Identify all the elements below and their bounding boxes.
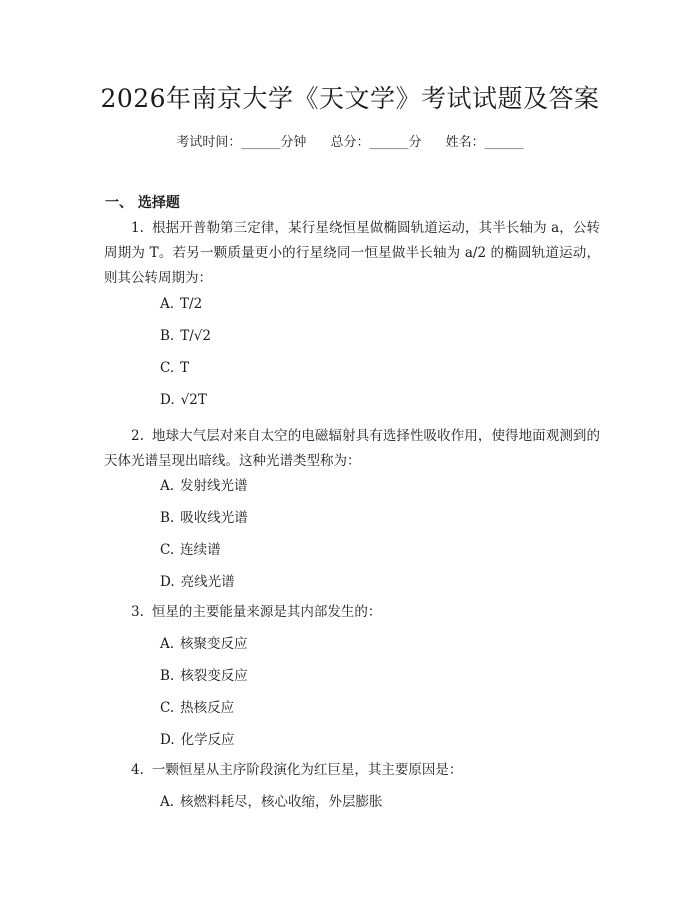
option-label: B. <box>160 668 175 684</box>
option-label: A. <box>160 636 175 652</box>
option-label: D. <box>160 392 175 408</box>
option-4a <box>160 792 383 812</box>
option-text: 热核反应 <box>180 700 235 716</box>
question-1 <box>104 216 600 291</box>
option-2d <box>160 572 235 592</box>
option-label: A. <box>160 478 175 494</box>
total-score-field: 总分：______分 <box>330 135 422 150</box>
option-label: C. <box>160 700 175 716</box>
option-text: 核燃料耗尽，核心收缩，外层膨胀 <box>180 794 383 810</box>
option-text: 核裂变反应 <box>180 668 248 684</box>
option-text: 发射线光谱 <box>180 478 248 494</box>
option-label: C. <box>160 360 175 376</box>
option-text: T <box>180 360 190 376</box>
exam-time-field: 考试时间：______分钟 <box>176 135 307 150</box>
question-text: 根据开普勒第三定律，某行星绕恒星做椭圆轨道运动，其半长轴为 a，公转周期为 T。若另一颗质量更小的行星绕同一恒星做半长轴为 a/2 的椭圆轨道运动，则其公转周期为： <box>104 220 600 286</box>
question-text: 地球大气层对来自太空的电磁辐射具有选择性吸收作用，使得地面观测到的天体光谱呈现出暗线。这种光谱类型称为： <box>104 428 600 469</box>
option-label: B. <box>160 328 175 344</box>
option-3c <box>160 698 234 718</box>
option-2a <box>160 476 248 496</box>
option-label: A. <box>160 296 175 312</box>
option-label: D. <box>160 574 175 590</box>
option-label: A. <box>160 794 175 810</box>
question-number: 3. <box>131 604 144 620</box>
option-label: B. <box>160 510 175 526</box>
question-number: 1. <box>131 220 144 236</box>
option-2c <box>160 540 221 560</box>
option-1d <box>160 390 207 410</box>
option-text: 亮线光谱 <box>180 574 235 590</box>
question-3 <box>104 600 600 625</box>
question-4 <box>104 758 600 783</box>
name-field: 姓名：______ <box>445 135 524 150</box>
option-3a <box>160 634 248 654</box>
option-3b <box>160 666 248 686</box>
option-label: C. <box>160 542 175 558</box>
option-text: T/√2 <box>180 328 211 344</box>
option-1c <box>160 358 189 378</box>
option-text: T/2 <box>180 296 203 312</box>
option-text: 核聚变反应 <box>180 636 248 652</box>
question-text: 恒星的主要能量来源是其内部发生的： <box>151 604 382 620</box>
page-title: 2026年南京大学《天文学》考试试题及答案 <box>100 84 600 113</box>
question-2 <box>104 424 600 474</box>
option-3d <box>160 730 235 750</box>
option-text: √2T <box>180 392 207 408</box>
option-text: 化学反应 <box>180 732 235 748</box>
section-heading: 一、 选择题 <box>105 195 180 211</box>
exam-meta <box>0 131 700 150</box>
option-2b <box>160 508 248 528</box>
option-1b <box>160 326 211 346</box>
option-label: D. <box>160 732 175 748</box>
option-1a <box>160 294 202 314</box>
question-number: 4. <box>131 762 144 778</box>
option-text: 吸收线光谱 <box>180 510 248 526</box>
question-text: 一颗恒星从主序阶段演化为红巨星，其主要原因是： <box>151 762 463 778</box>
question-number: 2. <box>131 428 144 444</box>
option-text: 连续谱 <box>180 542 221 558</box>
